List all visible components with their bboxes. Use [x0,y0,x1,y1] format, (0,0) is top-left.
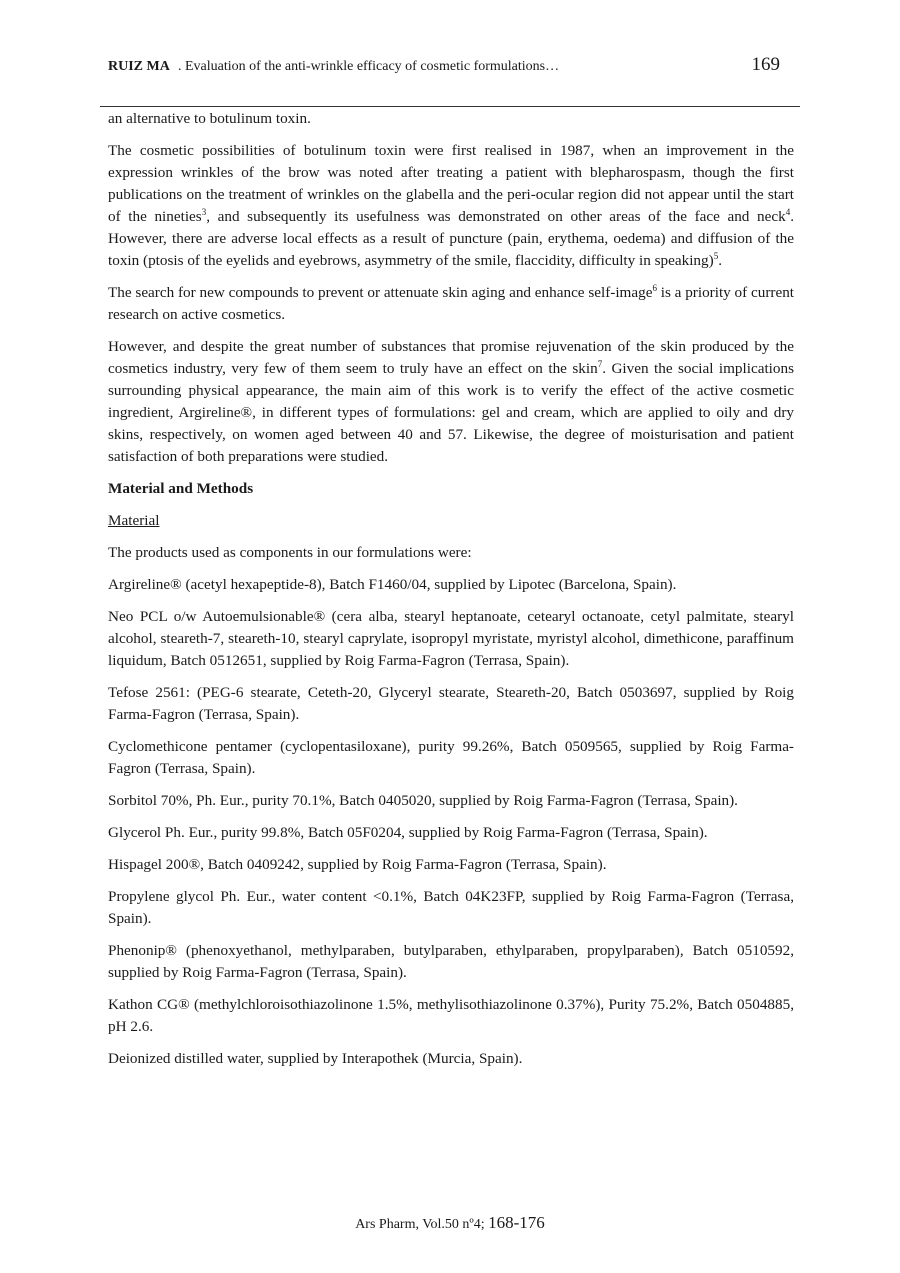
material-item: Sorbitol 70%, Ph. Eur., purity 70.1%, Batch 0405020, supplied by Roig Farma-Fagron (Terrasa, Spain). [108,792,738,809]
footer-issue: nº4; [458,1217,489,1232]
material-item: Hispagel 200®, Batch 0409242, supplied by Roig Farma-Fagron (Terrasa, Spain). [108,856,607,873]
footer-journal: Ars Pharm, Vol. [355,1217,445,1232]
paragraph-aim: However, and despite the great number of substances that promise rejuvenation of the skin produced by the cosmetics industry, very few of them seem to truly have an effect on the skin$^7$. Given the social implications surrounding physical appearance, the main aim of this work is to verify the effect of the active cosmetic ingredient, Argireline®, in different types of formulations: gel and cream, which are applied to oily and dry skins, respectively, on women aged between 40 and 57. Likewise, the degree of moisturisation and patient satisfaction of both preparations were studied. [108,338,794,465]
subsection-heading: Material [108,512,160,529]
material-item: Propylene glycol Ph. Eur., water content <0.1%, Batch 04K23FP, supplied by Roig Farma-Fagron (Terrasa, Spain). [108,888,794,927]
material-item: Kathon CG® (methylchloroisothiazolinone 1.5%, methylisothiazolinone 0.37%), Purity 75.2%, Batch 0504885, pH 2.6. [108,996,794,1035]
header-title: . Evaluation of the anti-wrinkle efficacy of cosmetic formulations… [178,59,560,74]
footer [0,1213,900,1233]
materials-intro: The products used as components in our formulations were: [108,544,472,561]
material-item: Phenonip® (phenoxyethanol, methylparaben, butylparaben, ethylparaben, propylparaben), Batch 0510592, supplied by Roig Farma-Fagron (Terrasa, Spain). [108,942,794,981]
citation-ref: 7 [597,358,603,369]
citation-ref: 6 [652,282,657,293]
article-body [108,108,794,1080]
footer-pages: 168-176 [488,1213,545,1232]
running-header [108,52,800,82]
citation-ref: 3 [201,206,207,217]
paragraph-botulinum-history: The cosmetic possibilities of botulinum toxin were first realised in 1987, when an improvement in the expression wrinkles of the brow was noted after treating a patient with blepharospasm, though the first publications on the treatment of wrinkles on the glabella and the peri-ocular region did not appear until the start of the nineties$^3$, and subsequently its usefulness was demonstrated on other areas of the face and neck$^4$. However, there are adverse local effects as a result of puncture (pain, erythema, oedema) and diffusion of the toxin (ptosis of the eyelids and eyebrows, asymmetry of the smile, flaccidity, difficulty in speaking)$^5$. [108,142,794,269]
citation-ref: 5 [713,250,719,261]
section-heading: Material and Methods [108,480,254,497]
paragraph-continuation: an alternative to botulinum toxin. [108,110,311,127]
material-item: Argireline® (acetyl hexapeptide-8), Batch F1460/04, supplied by Lipotec (Barcelona, Spain). [108,576,677,593]
material-item: Glycerol Ph. Eur., purity 99.8%, Batch 05F0204, supplied by Roig Farma-Fagron (Terrasa, Spain). [108,824,708,841]
materials-list [108,574,794,1070]
material-item: Neo PCL o/w Autoemulsionable® (cera alba, stearyl heptanoate, cetearyl octanoate, cetyl palmitate, stearyl alcohol, steareth-7, steareth-10, stearyl caprylate, isopropyl myristate, myristyl alcohol, dimethicone, paraffinum liquidum, Batch 0512651, supplied by Roig Farma-Fagron (Terrasa, Spain). [108,608,794,669]
material-item: Tefose 2561: (PEG-6 stearate, Ceteth-20, Glyceryl stearate, Steareth-20, Batch 0503697, supplied by Roig Farma-Fagron (Terrasa, Spain). [108,684,794,723]
header-author: RUIZ MA [108,59,170,74]
footer-volume: 50 [444,1217,459,1232]
material-item: Deionized distilled water, supplied by Interapothek (Murcia, Spain). [108,1050,523,1067]
paragraph-research-priority: The search for new compounds to prevent or attenuate skin aging and enhance self-image$^6$ is a priority of current research on active cosmetics. [108,282,795,323]
header-divider [100,106,800,107]
citation-ref: 4 [785,206,791,217]
header-page-number: 169 [751,54,780,75]
material-item: Cyclomethicone pentamer (cyclopentasiloxane), purity 99.26%, Batch 0509565, supplied by Roig Farma-Fagron (Terrasa, Spain). [108,738,794,777]
